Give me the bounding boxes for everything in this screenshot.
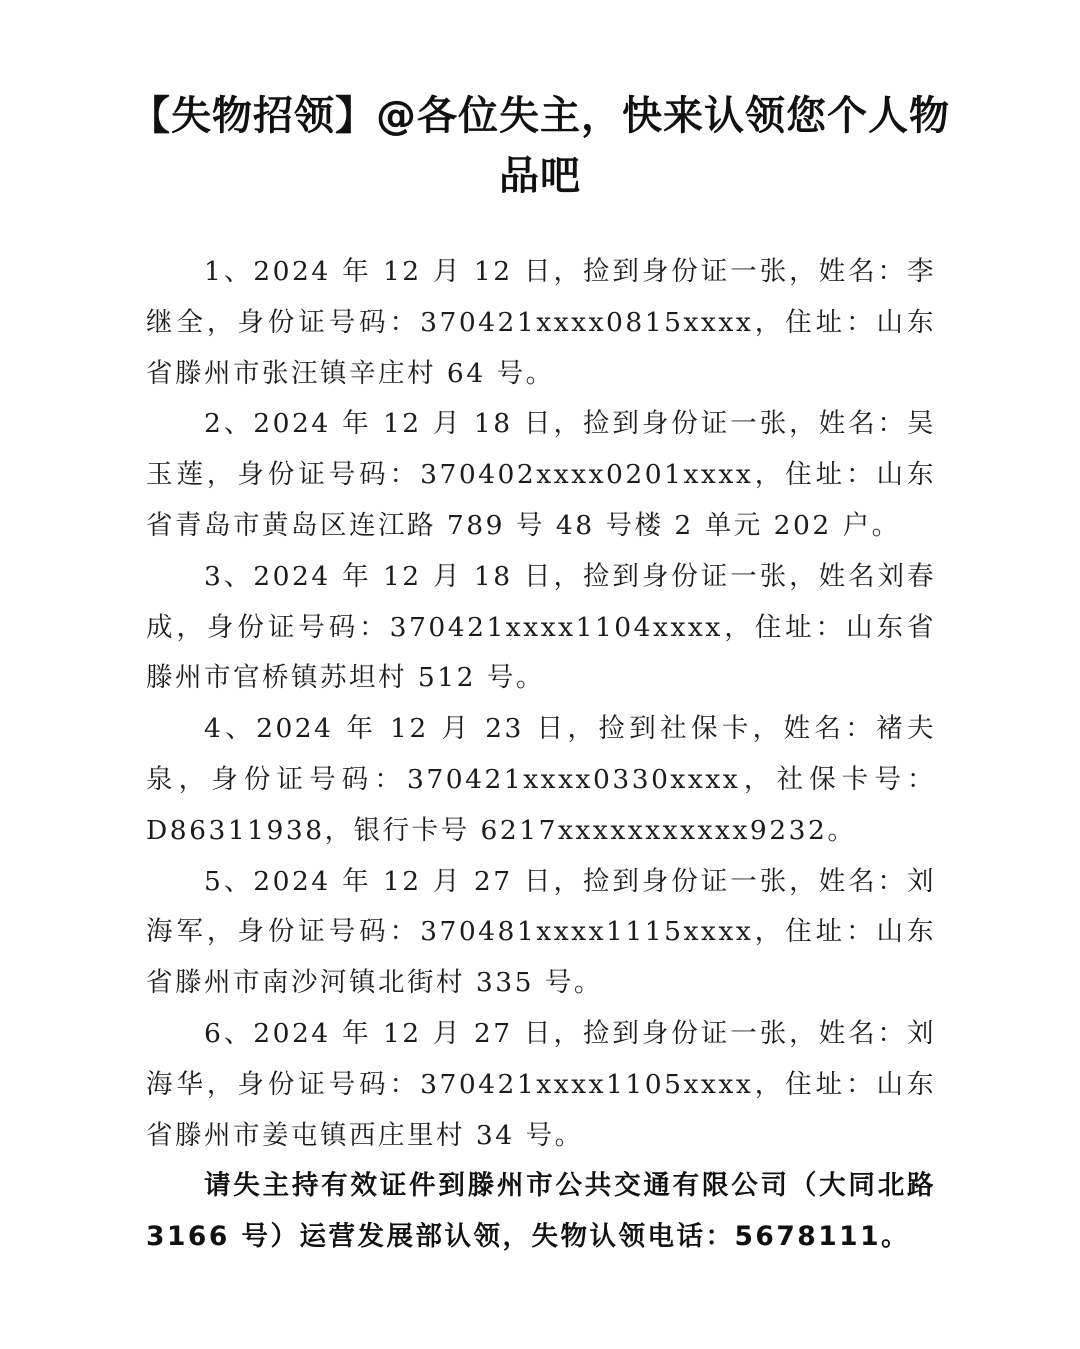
notice-body: [146, 247, 936, 1263]
lost-item-entry: 2、2024 年 12 月 18 日，捡到身份证一张，姓名：吴玉莲，身份证号码：370402xxxx0201xxxx，住址：山东省青岛市黄岛区连江路 789 号 48 号楼 2 单元 202 户。: [146, 408, 936, 541]
notice-title: 【失物招领】@各位失主，快来认领您个人物品吧: [130, 93, 950, 199]
lost-item-entry: 3、2024 年 12 月 18 日，捡到身份证一张，姓名刘春成，身份证号码：370421xxxx1104xxxx，住址：山东省滕州市官桥镇苏坦村 512 号。: [146, 560, 936, 694]
lost-item-entry: 1、2024 年 12 月 12 日，捡到身份证一张，姓名：李继全，身份证号码：370421xxxx0815xxxx，住址：山东省滕州市张汪镇辛庄村 64 号。: [146, 256, 936, 389]
lost-item-entry: 6、2024 年 12 月 27 日，捡到身份证一张，姓名：刘海华，身份证号码：370421xxxx1105xxxx，住址：山东省滕州市姜屯镇西庄里村 34 号。: [146, 1017, 936, 1151]
claim-instructions: 请失主持有效证件到滕州市公共交通有限公司（大同北路 3166 号）运营发展部认领，失物认领电话：5678111。: [146, 1170, 936, 1253]
lost-item-entry: 5、2024 年 12 月 27 日，捡到身份证一张，姓名：刘海军，身份证号码：370481xxxx1115xxxx，住址：山东省滕州市南沙河镇北街村 335 号。: [146, 865, 936, 999]
lost-item-entry: 4、2024 年 12 月 23 日，捡到社保卡，姓名：褚夫泉，身份证号码：370421xxxx0330xxxx，社保卡号：D86311938，银行卡号 6217xxxxxxxxxxx9232。: [146, 713, 936, 846]
